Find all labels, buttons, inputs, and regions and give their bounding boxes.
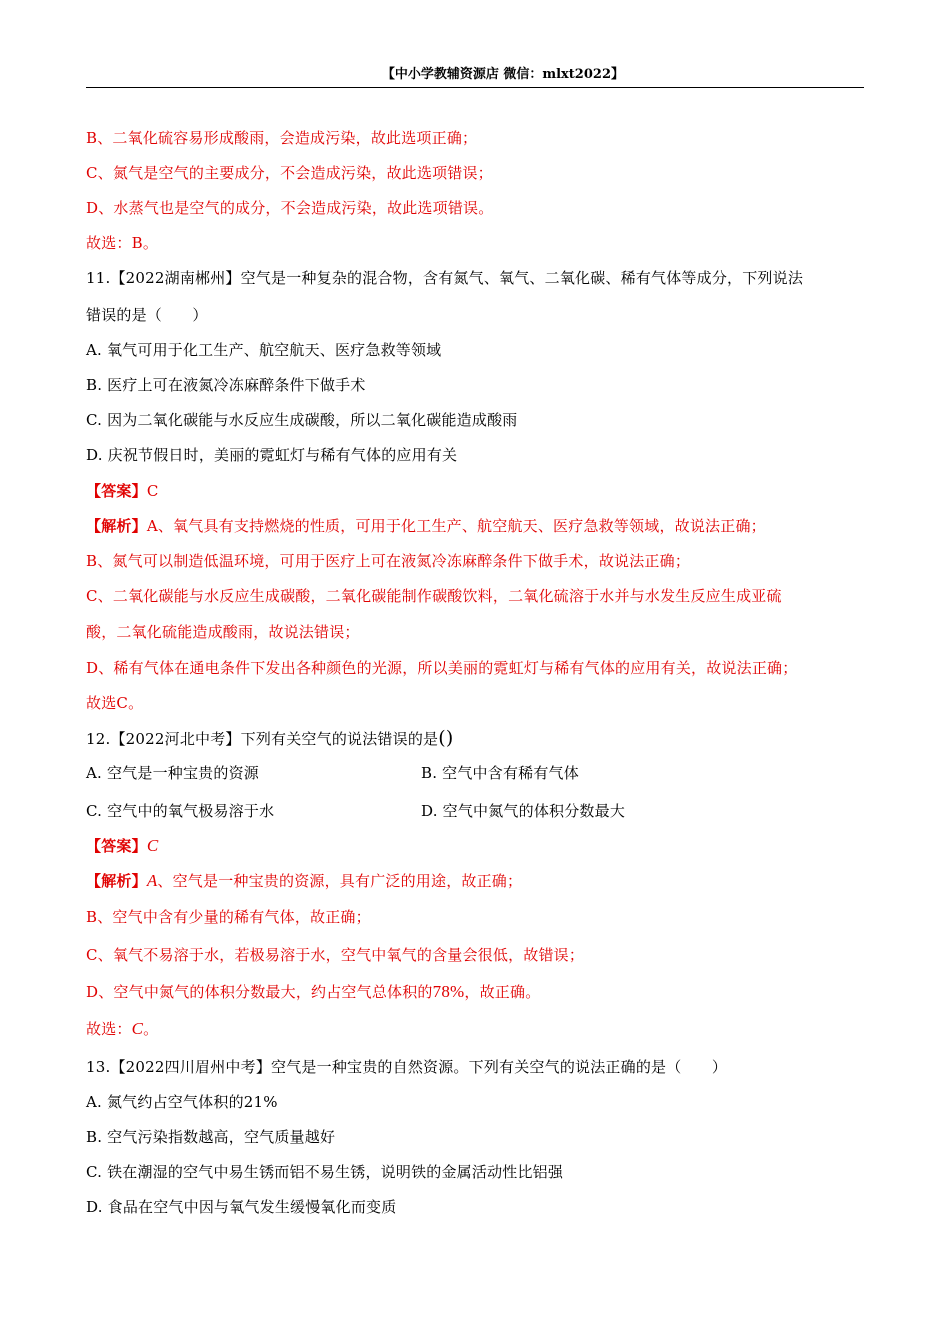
q12-answer-label: 【答案】	[86, 837, 147, 855]
q12-conclusion-line	[86, 1019, 158, 1039]
q12-analysis-d-line	[86, 982, 540, 1002]
q10-analysis-c: C、氮气是空气的主要成分，不会造成污染，故此选项错误；	[86, 164, 493, 182]
q12-analysis-d-post: ，故正确。	[464, 983, 541, 1001]
q13-option-c: C. 铁在潮湿的空气中易生锈而铝不易生锈，说明铁的金属活动性比铝强	[86, 1163, 564, 1181]
q11-analysis-a: A、氧气具有支持燃烧的性质，可用于化工生产、航空航天、医疗急救等领域，故说法正确；	[146, 517, 766, 535]
q12-option-d: D. 空气中氮气的体积分数最大	[421, 802, 626, 820]
q12-analysis-label: 【解析】	[86, 872, 147, 890]
page-header	[86, 66, 864, 88]
q11-option-c: C. 因为二氧化碳能与水反应生成碳酸，所以二氧化碳能造成酸雨	[86, 411, 518, 429]
q10-analysis-d: D、水蒸气也是空气的成分，不会造成污染，故此选项错误。	[86, 199, 494, 217]
q12-options-row1	[86, 763, 864, 783]
q12-analysis-d-pre: D、空气中氮气的体积分数最大，约占空气总体积的	[86, 983, 433, 1001]
q10-analysis-b: B、二氧化硫容易形成酸雨，会造成污染，故此选项正确；	[86, 129, 478, 147]
q11-analysis-c2: 酸，二氧化硫能造成酸雨，故说法错误；	[86, 623, 360, 641]
header-text: 【中小学教辅资源店 微信：mlxt2022】	[381, 67, 624, 82]
q11-option-b: B. 医疗上可在液氮冷冻麻醉条件下做手术	[86, 376, 366, 394]
q12-paren: ()	[438, 727, 454, 749]
q13-stem: 13.【2022四川眉州中考】空气是一种宝贵的自然资源。下列有关空气的说法正确的是（ ）	[86, 1058, 728, 1076]
q12-stem: 12.【2022河北中考】下列有关空气的说法错误的是	[86, 730, 439, 748]
q11-option-a: A. 氧气可用于化工生产、航空航天、医疗急救等领域	[86, 341, 442, 359]
q11-analysis-b: B、氮气可以制造低温环境，可用于医疗上可在液氮冷冻麻醉条件下做手术，故说法正确；	[86, 552, 691, 570]
q12-analysis-a-line	[86, 871, 522, 891]
q12-analysis-a: 、空气是一种宝贵的资源，具有广泛的用途，故正确；	[157, 872, 523, 890]
q12-analysis-d-value: 78%	[432, 982, 465, 1001]
q12-conclusion-post: 。	[143, 1020, 159, 1038]
q12-option-c: C. 空气中的氧气极易溶于水	[86, 802, 275, 820]
q11-analysis-d: D、稀有气体在通电条件下发出各种颜色的光源，所以美丽的霓虹灯与稀有气体的应用有关，故说法正确；	[86, 659, 798, 677]
q13-option-a: A. 氮气约占空气体积的21%	[86, 1093, 278, 1111]
q11-answer-label: 【答案】	[86, 482, 147, 500]
q13-option-b: B. 空气污染指数越高，空气质量越好	[86, 1128, 336, 1146]
q12-answer	[86, 836, 158, 856]
q12-conclusion-letter: C	[131, 1019, 144, 1038]
q11-option-d: D. 庆祝节假日时，美丽的霓虹灯与稀有气体的应用有关	[86, 446, 458, 464]
q11-analysis-label: 【解析】	[86, 517, 147, 535]
q12-option-b: B. 空气中含有稀有气体	[421, 764, 579, 782]
q12-conclusion-pre: 故选：	[86, 1020, 132, 1038]
q12-stem-line	[86, 728, 453, 749]
q11-stem-line1: 11.【2022湖南郴州】空气是一种复杂的混合物，含有氮气、氧气、二氧化碳、稀有气体等成分，下列说法	[86, 269, 804, 287]
q12-options-row2	[86, 801, 864, 821]
q13-option-d: D. 食品在空气中因与氧气发生缓慢氧化而变质	[86, 1198, 397, 1216]
q11-stem-line2: 错误的是（ ）	[86, 306, 208, 324]
q12-option-a: A. 空气是一种宝贵的资源	[86, 764, 259, 782]
q11-analysis-c1: C、二氧化碳能与水反应生成碳酸，二氧化碳能制作碳酸饮料，二氧化硫溶于水并与水发生反应生成亚硫	[86, 587, 782, 605]
q11-answer-value: C	[146, 482, 159, 500]
q11-answer	[86, 481, 159, 501]
q12-answer-value: C	[146, 836, 159, 855]
q12-analysis-a-letter: A	[146, 871, 158, 890]
q11-conclusion: 故选C。	[86, 694, 144, 712]
q11-analysis-a-line	[86, 516, 766, 536]
q10-conclusion: 故选：B。	[86, 234, 159, 252]
q12-analysis-c: C、氧气不易溶于水，若极易溶于水，空气中氧气的含量会很低，故错误；	[86, 946, 585, 964]
q12-analysis-b: B、空气中含有少量的稀有气体，故正确；	[86, 908, 371, 926]
